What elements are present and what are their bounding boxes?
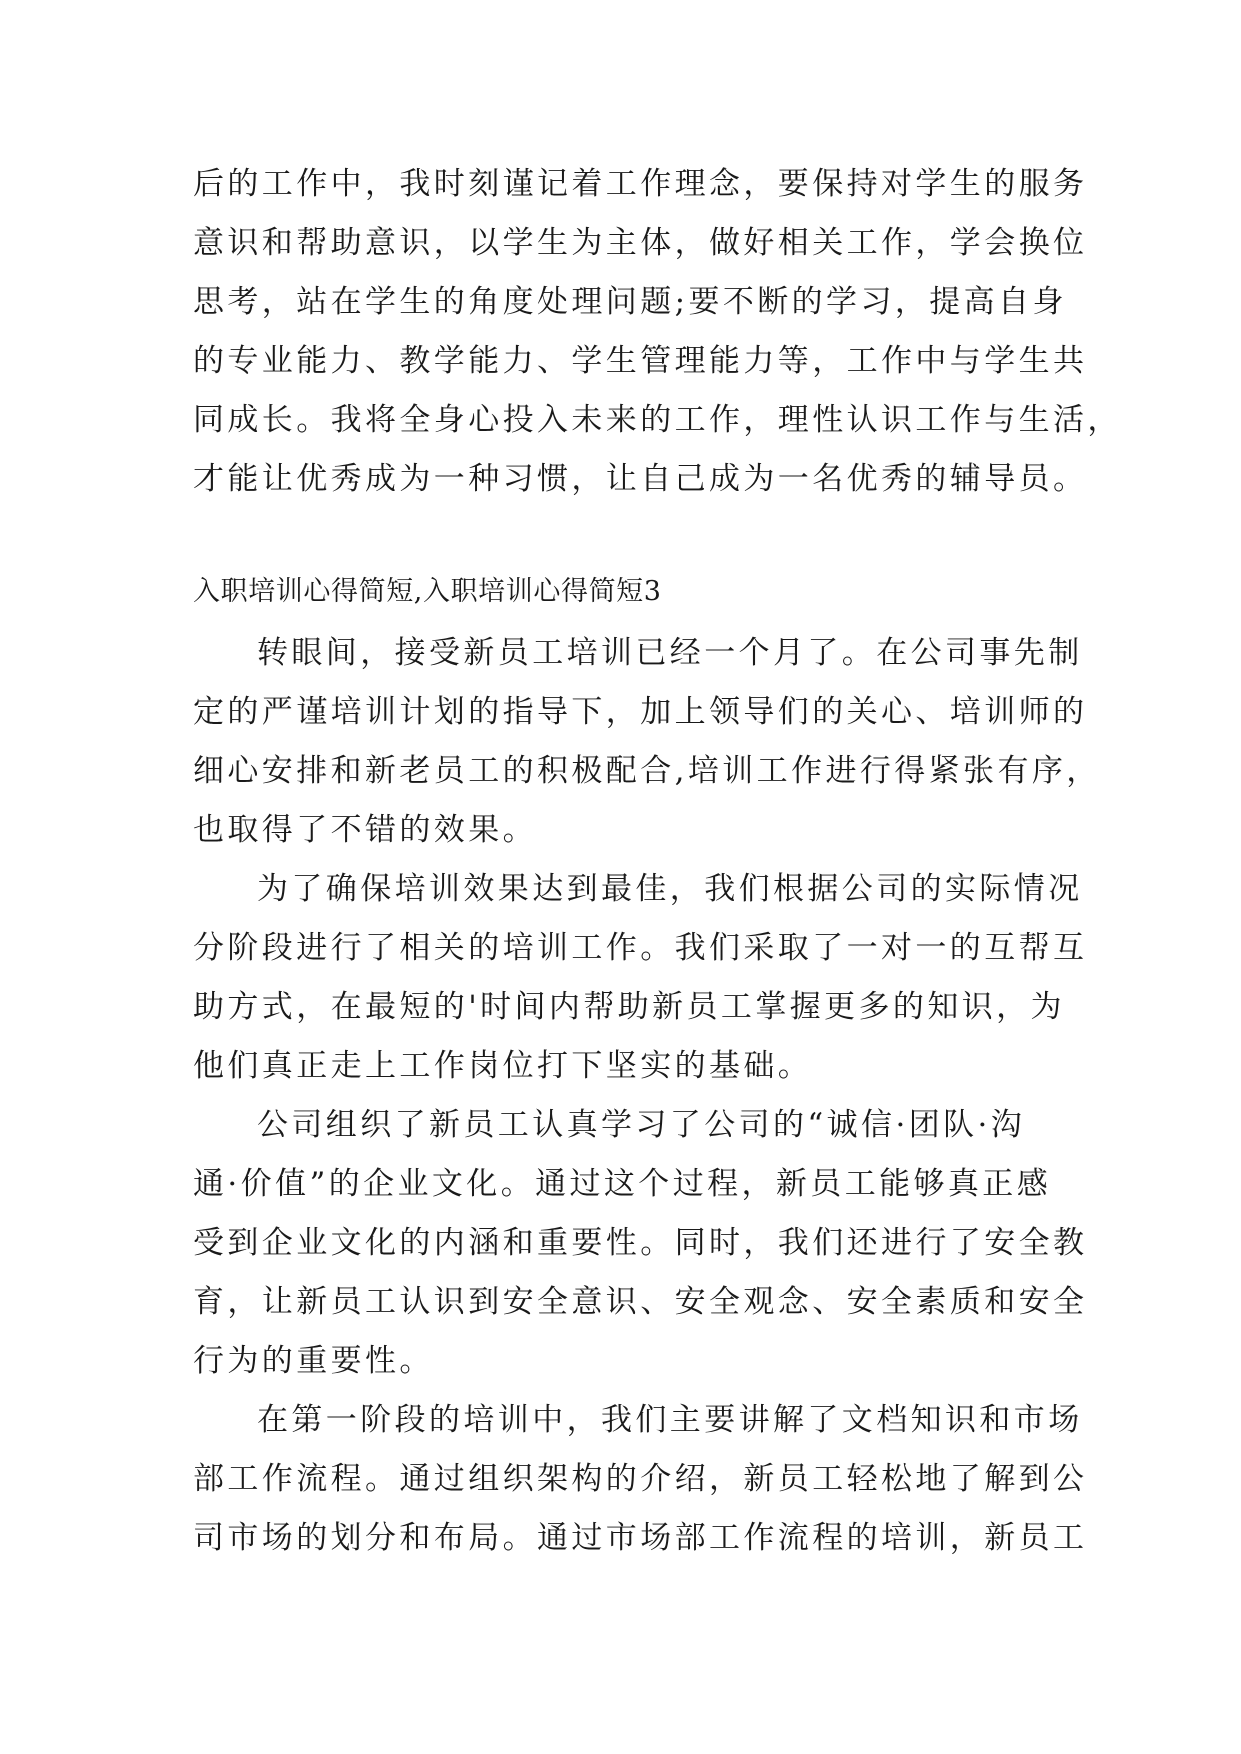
text-line: 公司组织了新员工认真学习了公司的“诚信·团队·沟 xyxy=(257,1107,1026,1143)
text-line: 育，让新员工认识到安全意识、安全观念、安全素质和安全 xyxy=(193,1284,1088,1320)
text-line: 通·价值”的企业文化。通过这个过程，新员工能够真正感 xyxy=(193,1166,1052,1202)
text-line: 分阶段进行了相关的培训工作。我们采取了一对一的互帮互 xyxy=(193,930,1088,966)
text-line: 部工作流程。通过组织架构的介绍，新员工轻松地了解到公 xyxy=(193,1461,1088,1497)
text-line: 受到企业文化的内涵和重要性。同时，我们还进行了安全教 xyxy=(193,1225,1088,1261)
text-line: 意识和帮助意识，以学生为主体，做好相关工作，学会换位 xyxy=(193,225,1088,261)
text-line: 助方式，在最短的'时间内帮助新员工掌握更多的知识，为 xyxy=(193,989,1065,1025)
text-line: 后的工作中，我时刻谨记着工作理念，要保持对学生的服务 xyxy=(193,166,1088,202)
text-line: 也取得了不错的效果。 xyxy=(193,812,537,848)
text-line: 才能让优秀成为一种习惯，让自己成为一名优秀的辅导员。 xyxy=(193,461,1088,497)
section-heading: 入职培训心得简短,入职培训心得简短3 xyxy=(193,576,662,607)
text-line: 思考，站在学生的角度处理问题;要不断的学习，提高自身 xyxy=(193,284,1067,320)
text-line: 他们真正走上工作岗位打下坚实的基础。 xyxy=(193,1048,813,1084)
text-line: 司市场的划分和布局。通过市场部工作流程的培训，新员工 xyxy=(193,1520,1088,1556)
text-line: 行为的重要性。 xyxy=(193,1343,434,1379)
text-line: 的专业能力、教学能力、学生管理能力等，工作中与学生共 xyxy=(193,343,1088,379)
text-line: 在第一阶段的培训中，我们主要讲解了文档知识和市场 xyxy=(257,1402,1083,1438)
text-line: 为了确保培训效果达到最佳，我们根据公司的实际情况 xyxy=(257,871,1083,907)
text-line: 细心安排和新老员工的积极配合,培训工作进行得紧张有序， xyxy=(193,753,1101,789)
text-line: 转眼间，接受新员工培训已经一个月了。在公司事先制 xyxy=(257,635,1083,671)
text-line: 同成长。我将全身心投入未来的工作，理性认识工作与生活， xyxy=(193,402,1122,438)
text-line: 定的严谨培训计划的指导下，加上领导们的关心、培训师的 xyxy=(193,694,1088,730)
